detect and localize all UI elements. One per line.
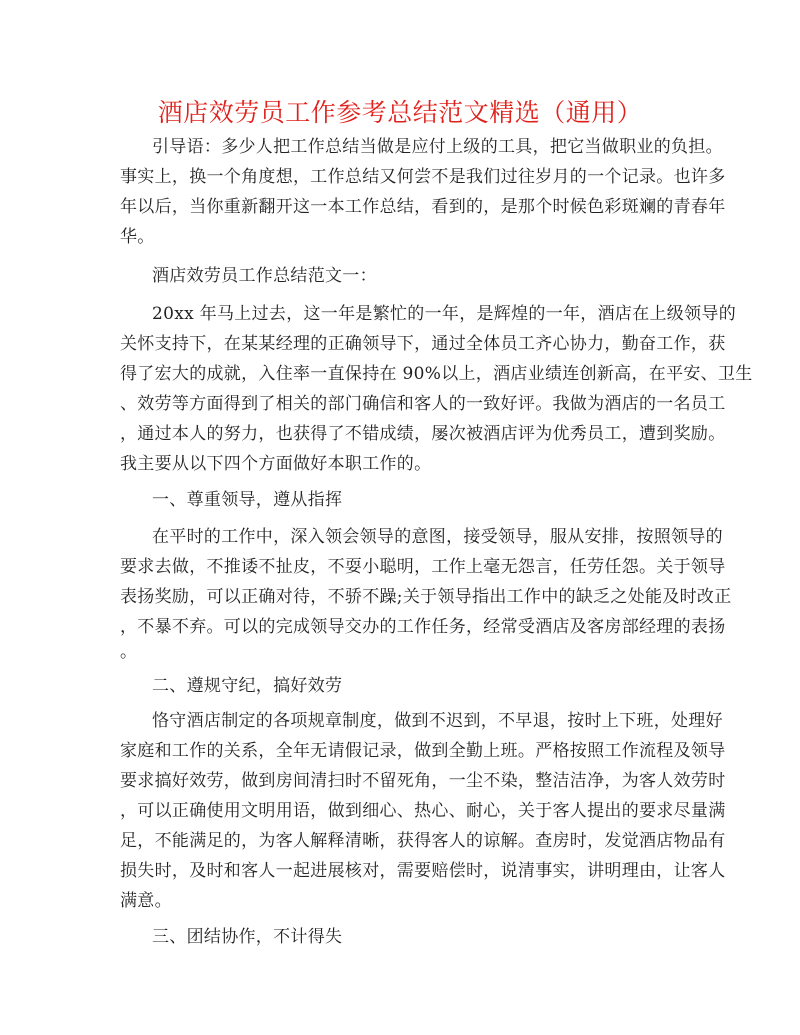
paragraph-line: 要求搞好效劳，做到房间清扫时不留死角，一尘不染，整洁洁净，为客人效劳时 [120, 771, 726, 791]
paragraph-line: 在平时的工作中，深入领会领导的意图，接受领导，服从安排，按照领导的 [152, 527, 723, 547]
section-heading-3: 三、团结协作，不计得失 [152, 927, 343, 947]
paragraph-line: 恪守酒店制定的各项规章制度，做到不迟到，不早退，按时上下班，处理好 [152, 711, 723, 731]
paragraph-line: 我主要从以下四个方面做好本职工作的。 [120, 454, 432, 474]
paragraph-line: ，通过本人的努力，也获得了不错成绩，屡次被酒店评为优秀员工，遭到奖励。 [120, 424, 726, 444]
document-title: 酒店效劳员工作参考总结范文精选（通用） [157, 98, 643, 127]
paragraph-line: ，不暴不弃。可以的完成领导交办的工作任务，经常受酒店及客房部经理的表扬 [120, 617, 726, 637]
intro-line-2: 事实上，换一个角度想，工作总结又何尝不是我们过往岁月的一个记录。也许多 [120, 167, 726, 187]
section-heading-article-one: 酒店效劳员工作总结范文一： [152, 266, 377, 286]
paragraph-line: ，可以正确使用文明用语，做到细心、热心、耐心，关于客人提出的要求尽量满 [120, 801, 726, 821]
intro-line-3: 年以后，当你重新翻开这一本工作总结，看到的，是那个时候色彩斑斓的青春年 [120, 197, 726, 217]
paragraph-line: 满意。 [120, 891, 172, 911]
section-heading-2: 二、遵规守纪，搞好效劳 [152, 676, 343, 696]
paragraph-line: 家庭和工作的关系，全年无请假记录，做到全勤上班。严格按照工作流程及领导 [120, 741, 726, 761]
intro-line-1: 引导语：多少人把工作总结当做是应付上级的工具，把它当做职业的负担。 [152, 137, 723, 157]
paragraph-line: 、效劳等方面得到了相关的部门确信和客人的一致好评。我做为酒店的一名员工 [120, 394, 726, 414]
paragraph-line: 。 [120, 642, 138, 662]
paragraph-line: 损失时，及时和客人一起进展核对，需要赔偿时，说清事实，讲明理由，让客人 [120, 861, 726, 881]
paragraph-line: 要求去做，不推诿不扯皮，不耍小聪明，工作上毫无怨言，任劳任怨。关于领导 [120, 557, 726, 577]
paragraph-line: 20xx 年马上过去，这一年是繁忙的一年，是辉煌的一年，酒店在上级领导的 [152, 304, 737, 324]
intro-line-4: 华。 [120, 227, 155, 247]
paragraph-line: 足，不能满足的，为客人解释清晰，获得客人的谅解。查房时，发觉酒店物品有 [120, 831, 726, 851]
paragraph-line: 表扬奖励，可以正确对待，不骄不躁;关于领导指出工作中的缺乏之处能及时改正 [120, 587, 732, 607]
paragraph-line: 关怀支持下，在某某经理的正确领导下，通过全体员工齐心协力，勤奋工作，获 [120, 334, 726, 354]
paragraph-line: 得了宏大的成就，入住率一直保持在 90%以上，酒店业绩连创新高，在平安、卫生 [120, 364, 753, 384]
section-heading-1: 一、尊重领导，遵从指挥 [152, 490, 343, 510]
